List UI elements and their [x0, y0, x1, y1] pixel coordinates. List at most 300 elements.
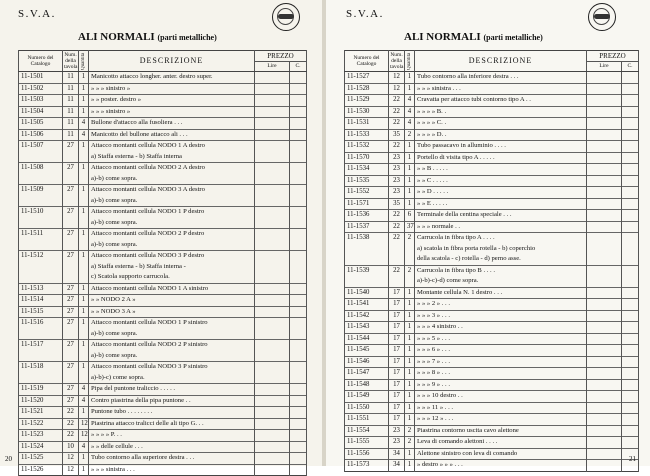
quantity-cell: 1	[405, 356, 415, 368]
description-cell: Tubo contorno alla inferiore destra . . .	[415, 72, 587, 84]
quantity-cell: 1	[79, 340, 89, 351]
catalog-number-cell: 11-1526	[19, 464, 63, 476]
table-row	[345, 402, 639, 414]
description-cell: Attacco montanti cellula NODO 1 P destro	[89, 207, 255, 218]
tavola-cell: 12	[389, 72, 405, 84]
catalog-number-cell	[345, 276, 389, 287]
quantity-cell: 4	[405, 95, 415, 107]
tavola-cell: 17	[389, 368, 405, 380]
tavola-cell	[63, 240, 79, 251]
description-cell: » » » » D. .	[415, 129, 587, 141]
tavola-cell: 27	[63, 229, 79, 240]
page-number: 21	[629, 455, 636, 463]
description-cell: c) Scatola supporto carrucola.	[89, 272, 255, 283]
col-numero: Numero del Catalogo	[345, 51, 389, 72]
col-tavola: Num. della tavola	[390, 52, 404, 70]
tavola-cell: 17	[389, 414, 405, 426]
quantity-cell: 1	[79, 207, 89, 218]
price-cent-cell	[622, 287, 639, 299]
price-cent-cell	[290, 163, 307, 174]
tavola-cell	[63, 351, 79, 362]
tavola-cell: 23	[389, 152, 405, 164]
tavola-cell: 23	[389, 437, 405, 449]
quantity-cell: 1	[79, 306, 89, 318]
catalog-number-cell: 11-1518	[19, 362, 63, 373]
price-cent-cell	[290, 106, 307, 118]
description-cell: Attacco montanti cellula NODO 2 P sinistro	[89, 340, 255, 351]
page-title	[78, 31, 217, 43]
description-cell: Carrucola in fibra tipo A . . . .	[415, 233, 587, 244]
description-cell: » » » normale . .	[415, 221, 587, 233]
table-row	[19, 373, 307, 384]
catalog-number-cell: 11-1547	[345, 368, 389, 380]
description-cell: Terminale della centina speciale . . .	[415, 210, 587, 222]
catalog-number-cell	[19, 218, 63, 229]
price-cent-cell	[622, 164, 639, 176]
table-row	[345, 254, 639, 265]
table-row	[345, 391, 639, 403]
description-cell: Pipa del puntone traliccio . . . . .	[89, 384, 255, 396]
tavola-cell: 27	[63, 185, 79, 196]
tavola-cell: 17	[389, 345, 405, 357]
col-lire: Lire	[587, 61, 622, 72]
table-row	[19, 106, 307, 118]
description-cell: Piastrina attacco tralicci delle ali tipo G. . .	[89, 418, 255, 430]
catalog-number-cell: 11-1532	[345, 141, 389, 153]
table-row	[19, 72, 307, 84]
table-row	[345, 460, 639, 472]
price-cent-cell	[290, 407, 307, 419]
table-row	[19, 441, 307, 453]
description-cell: Attacco montanti cellula NODO 2 P destro	[89, 229, 255, 240]
table-row	[19, 118, 307, 130]
price-lire-cell	[587, 118, 622, 130]
tavola-cell: 17	[389, 402, 405, 414]
price-lire-cell	[255, 262, 290, 273]
catalog-number-cell: 11-1535	[345, 175, 389, 187]
catalog-table	[344, 50, 639, 472]
tavola-cell: 11	[63, 72, 79, 84]
catalog-number-cell: 11-1539	[345, 265, 389, 276]
col-prezzo: PREZZO	[587, 51, 639, 62]
tavola-cell: 17	[389, 299, 405, 311]
table-row	[345, 152, 639, 164]
description-cell: » » NODO 3 A »	[89, 306, 255, 318]
catalog-number-cell: 11-1538	[345, 233, 389, 244]
description-cell: Puntone tubo . . . . . . . .	[89, 407, 255, 419]
col-descrizione: DESCRIZIONE	[89, 51, 255, 72]
quantity-cell: 1	[79, 453, 89, 465]
quantity-cell: 2	[405, 437, 415, 449]
catalog-number-cell	[19, 152, 63, 163]
price-lire-cell	[255, 83, 290, 95]
tavola-cell	[63, 272, 79, 283]
table-row	[345, 83, 639, 95]
price-lire-cell	[255, 441, 290, 453]
table-row	[19, 418, 307, 430]
table-row	[345, 379, 639, 391]
catalog-number-cell: 11-1512	[19, 251, 63, 262]
price-cent-cell	[290, 362, 307, 373]
quantity-cell: 1	[79, 362, 89, 373]
description-cell: » » » 5 » . . .	[415, 333, 587, 345]
price-cent-cell	[622, 129, 639, 141]
price-lire-cell	[587, 368, 622, 380]
tavola-cell: 27	[63, 141, 79, 152]
tavola-cell	[389, 244, 405, 255]
price-lire-cell	[587, 233, 622, 244]
price-cent-cell	[622, 276, 639, 287]
table-row	[19, 395, 307, 407]
tavola-cell: 23	[389, 425, 405, 437]
table-row	[19, 329, 307, 340]
price-lire-cell	[255, 384, 290, 396]
quantity-cell: 37	[405, 221, 415, 233]
description-cell: » » » » B. .	[415, 106, 587, 118]
quantity-cell	[79, 262, 89, 273]
description-cell: Attacco montanti cellula NODO 3 A destro	[89, 185, 255, 196]
catalog-number-cell: 11-1514	[19, 295, 63, 307]
price-cent-cell	[290, 129, 307, 141]
col-descrizione: DESCRIZIONE	[415, 51, 587, 72]
price-lire-cell	[587, 175, 622, 187]
table-row	[345, 175, 639, 187]
tavola-cell: 10	[63, 441, 79, 453]
description-cell: » destro » » » . . .	[415, 460, 587, 472]
catalog-number-cell	[345, 254, 389, 265]
price-lire-cell	[587, 187, 622, 199]
quantity-cell: 4	[79, 129, 89, 141]
catalog-number-cell: 11-1519	[19, 384, 63, 396]
catalog-number-cell: 11-1517	[19, 340, 63, 351]
price-cent-cell	[622, 254, 639, 265]
catalog-number-cell: 11-1530	[345, 106, 389, 118]
catalog-number-cell: 11-1508	[19, 163, 63, 174]
catalog-number-cell: 11-1541	[345, 299, 389, 311]
description-cell: Tubo passacavo in alluminio . . . .	[415, 141, 587, 153]
catalog-number-cell	[19, 262, 63, 273]
description-cell: Attacco montanti cellula NODO 1 P sinistro	[89, 318, 255, 329]
table-row	[19, 430, 307, 442]
description-cell: a) Staffa esterna - b) Staffa interna	[89, 152, 255, 163]
description-cell: Attacco montanti cellula NODO 3 P destro	[89, 251, 255, 262]
price-cent-cell	[622, 299, 639, 311]
tavola-cell: 17	[389, 379, 405, 391]
description-cell: » » » 3 » . . .	[415, 310, 587, 322]
price-cent-cell	[622, 187, 639, 199]
quantity-cell: 1	[405, 414, 415, 426]
price-lire-cell	[587, 448, 622, 460]
tavola-cell: 22	[389, 141, 405, 153]
table-row	[19, 218, 307, 229]
sva-emblem-icon	[272, 3, 300, 31]
table-row	[345, 187, 639, 199]
description-cell: » » » sinistro »	[89, 106, 255, 118]
description-cell: Manicotto attacco longher. anter. destro super.	[89, 72, 255, 84]
price-lire-cell	[587, 333, 622, 345]
catalog-number-cell	[19, 329, 63, 340]
quantity-cell: 1	[79, 464, 89, 476]
quantity-cell: 4	[79, 441, 89, 453]
catalog-number-cell	[19, 174, 63, 185]
table-row	[19, 262, 307, 273]
price-lire-cell	[587, 129, 622, 141]
description-cell: Tubo contorno alla superiore destra . . .	[89, 453, 255, 465]
price-lire-cell	[587, 425, 622, 437]
quantity-cell: 1	[405, 402, 415, 414]
quantity-cell: 1	[405, 175, 415, 187]
price-lire-cell	[587, 210, 622, 222]
description-cell: » » » » C. .	[415, 118, 587, 130]
price-lire-cell	[255, 395, 290, 407]
tavola-cell: 34	[389, 460, 405, 472]
tavola-cell	[63, 329, 79, 340]
quantity-cell	[79, 373, 89, 384]
quantity-cell: 1	[405, 287, 415, 299]
description-cell: » » B . . . . .	[415, 164, 587, 176]
catalog-number-cell: 11-1545	[345, 345, 389, 357]
price-cent-cell	[622, 175, 639, 187]
catalog-number-cell: 11-1549	[345, 391, 389, 403]
price-lire-cell	[587, 402, 622, 414]
price-lire-cell	[255, 72, 290, 84]
quantity-cell: 1	[79, 283, 89, 295]
price-cent-cell	[622, 106, 639, 118]
table-row	[19, 240, 307, 251]
price-cent-cell	[290, 218, 307, 229]
tavola-cell: 27	[63, 163, 79, 174]
table-row	[345, 448, 639, 460]
table-row	[19, 351, 307, 362]
price-cent-cell	[290, 453, 307, 465]
description-cell: della scatola - c) rotella - d) perno asse.	[415, 254, 587, 265]
col-numero: Numero del Catalogo	[19, 51, 63, 72]
catalog-number-cell: 11-1503	[19, 95, 63, 107]
price-cent-cell	[290, 351, 307, 362]
price-cent-cell	[622, 198, 639, 210]
catalog-number-cell	[19, 351, 63, 362]
tavola-cell	[389, 254, 405, 265]
tavola-cell: 22	[63, 418, 79, 430]
price-cent-cell	[622, 402, 639, 414]
price-lire-cell	[255, 207, 290, 218]
price-lire-cell	[587, 437, 622, 449]
table-row	[19, 340, 307, 351]
description-cell: a)-b) come sopra.	[89, 218, 255, 229]
table-row	[345, 310, 639, 322]
tavola-cell: 23	[389, 187, 405, 199]
quantity-cell: 1	[405, 448, 415, 460]
price-lire-cell	[255, 240, 290, 251]
description-cell: » » E . . . . .	[415, 198, 587, 210]
tavola-cell: 12	[63, 464, 79, 476]
description-cell: » » » sinistra . . .	[89, 464, 255, 476]
price-lire-cell	[587, 287, 622, 299]
quantity-cell: 1	[405, 379, 415, 391]
price-cent-cell	[622, 437, 639, 449]
catalog-number-cell: 11-1537	[345, 221, 389, 233]
catalog-number-cell: 11-1551	[345, 414, 389, 426]
description-cell: » » » 12 » . . .	[415, 414, 587, 426]
price-lire-cell	[255, 118, 290, 130]
catalog-number-cell: 11-1543	[345, 322, 389, 334]
quantity-cell: 1	[79, 72, 89, 84]
catalog-number-cell: 11-1555	[345, 437, 389, 449]
tavola-cell: 17	[389, 391, 405, 403]
catalog-number-cell: 11-1533	[345, 129, 389, 141]
description-cell: Attacco montanti cellula NODO 1 A sinistro	[89, 283, 255, 295]
description-cell: » » » 11 » . . .	[415, 402, 587, 414]
price-lire-cell	[255, 196, 290, 207]
price-lire-cell	[587, 276, 622, 287]
right-catalog-page	[326, 0, 650, 466]
quantity-cell: 1	[79, 106, 89, 118]
price-cent-cell	[622, 310, 639, 322]
price-cent-cell	[290, 340, 307, 351]
price-cent-cell	[290, 185, 307, 196]
price-lire-cell	[255, 373, 290, 384]
tavola-cell: 27	[63, 318, 79, 329]
price-cent-cell	[290, 306, 307, 318]
col-cent: C.	[622, 61, 639, 72]
price-lire-cell	[255, 129, 290, 141]
price-cent-cell	[290, 283, 307, 295]
price-lire-cell	[587, 95, 622, 107]
col-quantita: Quantità	[79, 51, 89, 72]
quantity-cell: 2	[405, 425, 415, 437]
col-tavola: Num. della tavola	[64, 52, 78, 70]
description-cell: » » D . . . . .	[415, 187, 587, 199]
price-lire-cell	[587, 72, 622, 84]
header-sva: S.V.A.	[346, 8, 384, 20]
description-cell: Attacco montanti cellula NODO 2 A destro	[89, 163, 255, 174]
quantity-cell	[79, 240, 89, 251]
price-cent-cell	[290, 295, 307, 307]
price-cent-cell	[622, 72, 639, 84]
price-lire-cell	[255, 407, 290, 419]
quantity-cell: 1	[405, 391, 415, 403]
tavola-cell: 27	[63, 362, 79, 373]
tavola-cell: 12	[63, 453, 79, 465]
price-lire-cell	[587, 164, 622, 176]
quantity-cell	[79, 152, 89, 163]
description-cell: » » » 4 sinistro . .	[415, 322, 587, 334]
catalog-number-cell: 11-1528	[345, 83, 389, 95]
tavola-cell: 27	[63, 207, 79, 218]
quantity-cell: 1	[405, 345, 415, 357]
price-cent-cell	[290, 141, 307, 152]
catalog-number-cell: 11-1550	[345, 402, 389, 414]
quantity-cell: 1	[405, 152, 415, 164]
table-row	[19, 163, 307, 174]
quantity-cell	[79, 174, 89, 185]
price-lire-cell	[255, 106, 290, 118]
price-cent-cell	[290, 95, 307, 107]
col-cent: C.	[290, 61, 307, 72]
price-cent-cell	[622, 244, 639, 255]
catalog-number-cell: 11-1521	[19, 407, 63, 419]
price-lire-cell	[587, 299, 622, 311]
tavola-cell: 12	[389, 83, 405, 95]
price-lire-cell	[587, 244, 622, 255]
description-cell: Bullone d'attacco alla fusoliera . . .	[89, 118, 255, 130]
quantity-cell: 1	[79, 295, 89, 307]
catalog-number-cell: 11-1511	[19, 229, 63, 240]
price-cent-cell	[622, 233, 639, 244]
catalog-number-cell: 11-1506	[19, 129, 63, 141]
description-cell: a)-b) come sopra.	[89, 351, 255, 362]
quantity-cell: 1	[405, 322, 415, 334]
price-cent-cell	[622, 118, 639, 130]
description-cell: » » » 8 » . . .	[415, 368, 587, 380]
quantity-cell: 1	[79, 163, 89, 174]
table-row	[345, 72, 639, 84]
price-cent-cell	[290, 430, 307, 442]
page-title	[404, 31, 543, 43]
catalog-number-cell: 11-1507	[19, 141, 63, 152]
tavola-cell	[63, 174, 79, 185]
catalog-number-cell: 11-1534	[345, 164, 389, 176]
quantity-cell: 2	[405, 265, 415, 276]
catalog-number-cell	[19, 196, 63, 207]
price-lire-cell	[587, 83, 622, 95]
col-quantita: Quantità	[405, 51, 415, 72]
catalog-number-cell	[19, 240, 63, 251]
table-row	[19, 174, 307, 185]
tavola-cell	[63, 262, 79, 273]
tavola-cell: 11	[63, 106, 79, 118]
tavola-cell: 17	[389, 310, 405, 322]
tavola-cell: 34	[389, 448, 405, 460]
quantity-cell: 4	[405, 106, 415, 118]
table-row	[19, 407, 307, 419]
quantity-cell	[405, 254, 415, 265]
catalog-number-cell: 11-1505	[19, 118, 63, 130]
price-lire-cell	[255, 141, 290, 152]
price-lire-cell	[587, 345, 622, 357]
price-cent-cell	[290, 196, 307, 207]
catalog-number-cell: 11-1556	[345, 448, 389, 460]
price-lire-cell	[255, 430, 290, 442]
tavola-cell: 22	[389, 233, 405, 244]
price-cent-cell	[622, 414, 639, 426]
catalog-number-cell: 11-1552	[345, 187, 389, 199]
left-catalog-page	[0, 0, 322, 473]
description-cell: Manicotto del bullone attacco ali . . .	[89, 129, 255, 141]
price-cent-cell	[290, 441, 307, 453]
quantity-cell	[79, 272, 89, 283]
quantity-cell: 4	[79, 384, 89, 396]
description-cell: » » NODO 2 A »	[89, 295, 255, 307]
price-lire-cell	[255, 272, 290, 283]
table-row	[19, 453, 307, 465]
description-cell: Attacco montanti cellula NODO 3 P sinistro	[89, 362, 255, 373]
description-cell: Leva di comando alettoni . . . .	[415, 437, 587, 449]
table-row	[19, 283, 307, 295]
description-cell: Attacco montanti cellula NODO 1 A destro	[89, 141, 255, 152]
tavola-cell	[63, 196, 79, 207]
table-row	[19, 83, 307, 95]
table-row	[345, 299, 639, 311]
price-lire-cell	[255, 229, 290, 240]
quantity-cell	[79, 351, 89, 362]
description-cell: a)-b) come sopra.	[89, 240, 255, 251]
description-cell: a) Staffa esterna - b) Staffa interna -	[89, 262, 255, 273]
table-row	[19, 306, 307, 318]
table-row	[19, 207, 307, 218]
table-row	[345, 276, 639, 287]
table-row	[345, 287, 639, 299]
